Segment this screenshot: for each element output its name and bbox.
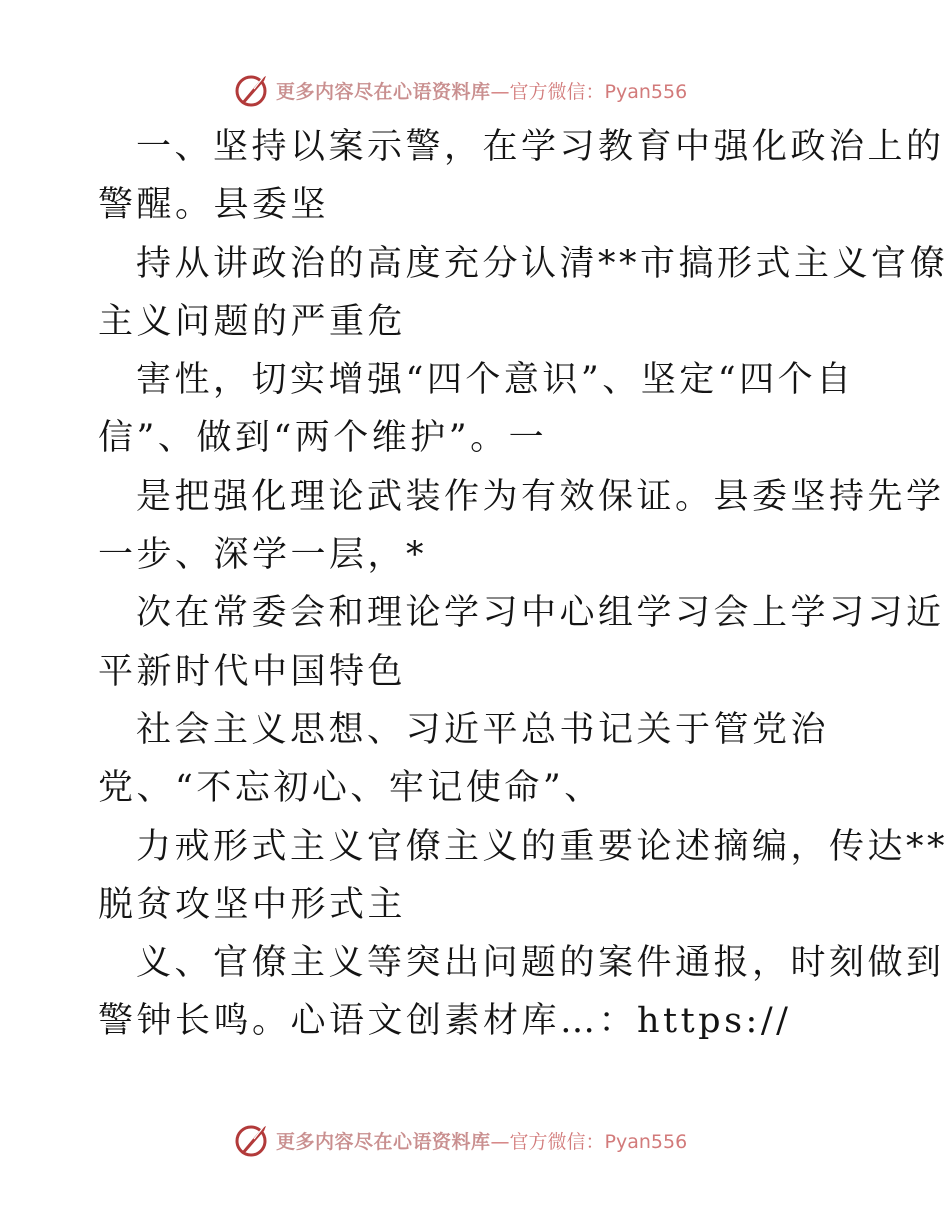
text-line: 脱贫攻坚中形式主 xyxy=(98,884,407,925)
text-line: 次在常委会和理论学习中心组学习会上学习习近 xyxy=(136,593,945,634)
text-line: 信”、做到“两个维护”。一 xyxy=(98,418,548,459)
watermark-lead-text: 更多内容尽在心语资料库 xyxy=(276,80,491,103)
text-line: 是把强化理论武装作为有效保证。县委坚持先学 xyxy=(136,476,945,517)
watermark-tail-text: —官方微信：Pyan556 xyxy=(490,1130,688,1153)
text-line: 一、坚持以案示警，在学习教育中强化政治上的 xyxy=(136,127,945,167)
quill-logo-icon xyxy=(232,70,272,110)
text-line: 力戒形式主义官僚主义的重要论述摘编，传达** xyxy=(136,826,949,867)
text-line: 平新时代中国特色 xyxy=(98,651,407,692)
text-line: 主义问题的严重危 xyxy=(98,301,407,342)
watermark-lead-text: 更多内容尽在心语资料库 xyxy=(276,1130,491,1153)
footer-watermark xyxy=(232,1118,687,1162)
text-line: 害性，切实增强“四个意识”、坚定“四个自 xyxy=(136,360,855,401)
text-line: 持从讲政治的高度充分认清**市搞形式主义官僚 xyxy=(136,243,949,284)
text-line: 警钟长鸣。心语文创素材库…：https:// xyxy=(98,1001,792,1042)
text-line: 义、官僚主义等突出问题的案件通报，时刻做到 xyxy=(136,943,945,984)
quill-logo-icon xyxy=(232,1120,272,1160)
text-line: 一步、深学一层，* xyxy=(98,535,428,576)
body-text xyxy=(98,118,949,1051)
text-line: 社会主义思想、习近平总书记关于管党治 xyxy=(136,709,830,750)
watermark-tail-text: —官方微信：Pyan556 xyxy=(490,80,688,103)
header-watermark xyxy=(232,68,687,112)
text-line: 党、“不忘初心、牢记使命”、 xyxy=(98,768,603,809)
text-line: 警醒。县委坚 xyxy=(98,185,330,226)
